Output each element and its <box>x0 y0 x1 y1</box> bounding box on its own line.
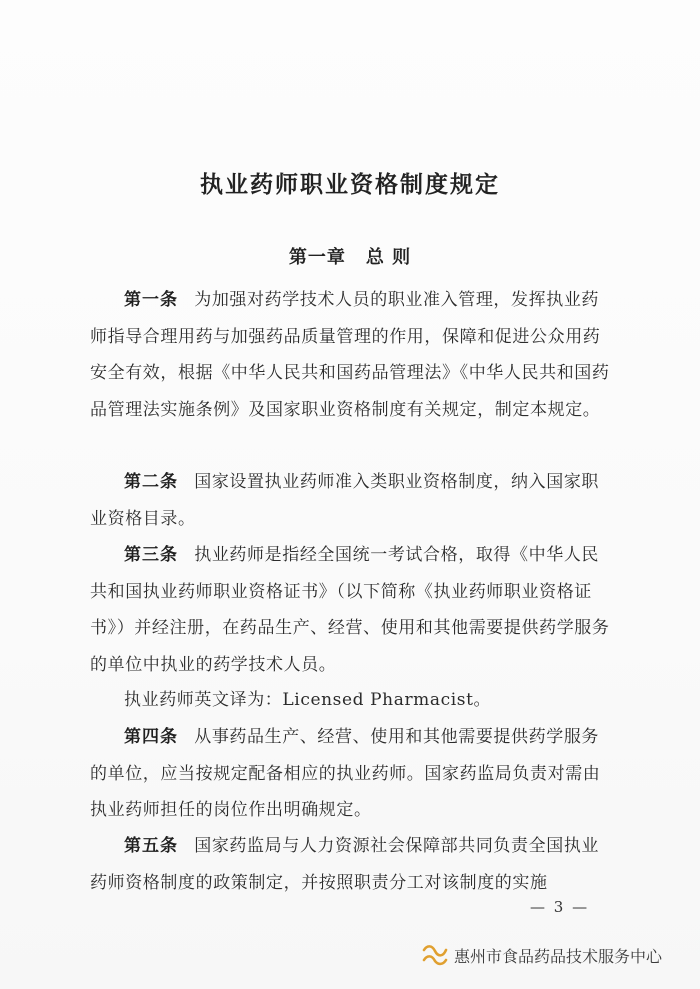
chapter-heading <box>0 243 700 269</box>
article-number: 第三条 <box>124 545 178 565</box>
article-5 <box>90 828 610 901</box>
article-1 <box>90 282 610 428</box>
page-number: — 3 — <box>530 898 590 916</box>
english-name-paragraph <box>90 682 610 719</box>
article-4 <box>90 719 610 829</box>
article-text: 执业药师是指经全国统一考试合格，取得《中华人民共和国执业药师职业资格证书》（以下简称《执业药师职业资格证书》）并经注册，在药品生产、经营、使用和其他需要提供药学服务的单位中执业的药学技术人员。 <box>90 545 610 675</box>
article-text: 国家药监局与人力资源社会保障部共同负责全国执业药师资格制度的政策制定，并按照职责分工对该制度的实施 <box>90 836 600 893</box>
article-number: 第四条 <box>124 727 178 747</box>
article-2 <box>90 464 610 537</box>
article-text: 国家设置执业药师准入类职业资格制度，纳入国家职业资格目录。 <box>90 472 600 529</box>
chapter-number: 第一章 <box>288 247 346 268</box>
watermark-text: 惠州市食品药品技术服务中心 <box>454 946 663 966</box>
watermark <box>422 940 662 970</box>
article-text: 从事药品生产、经营、使用和其他需要提供药学服务的单位，应当按规定配备相应的执业药师。国家药监局负责对需由执业药师担任的岗位作出明确规定。 <box>90 727 601 820</box>
document-title: 执业药师职业资格制度规定 <box>200 171 500 198</box>
article-text: 为加强对药学技术人员的职业准入管理，发挥执业药师指导合理用药与加强药品质量管理的作用，保障和促进公众用药安全有效，根据《中华人民共和国药品管理法》《中华人民共和国药品管理法实施条例》及国家职业资格制度有关规定，制定本规定。 <box>90 290 610 420</box>
wechat-channel-icon <box>422 944 448 966</box>
article-number: 第二条 <box>124 472 178 492</box>
article-number: 第一条 <box>124 290 178 310</box>
chapter-name: 总 则 <box>365 247 412 268</box>
article-number: 第五条 <box>124 836 178 856</box>
article-3 <box>90 537 610 683</box>
paragraph-text: 执业药师英文译为：Licensed Pharmacist。 <box>124 690 492 710</box>
